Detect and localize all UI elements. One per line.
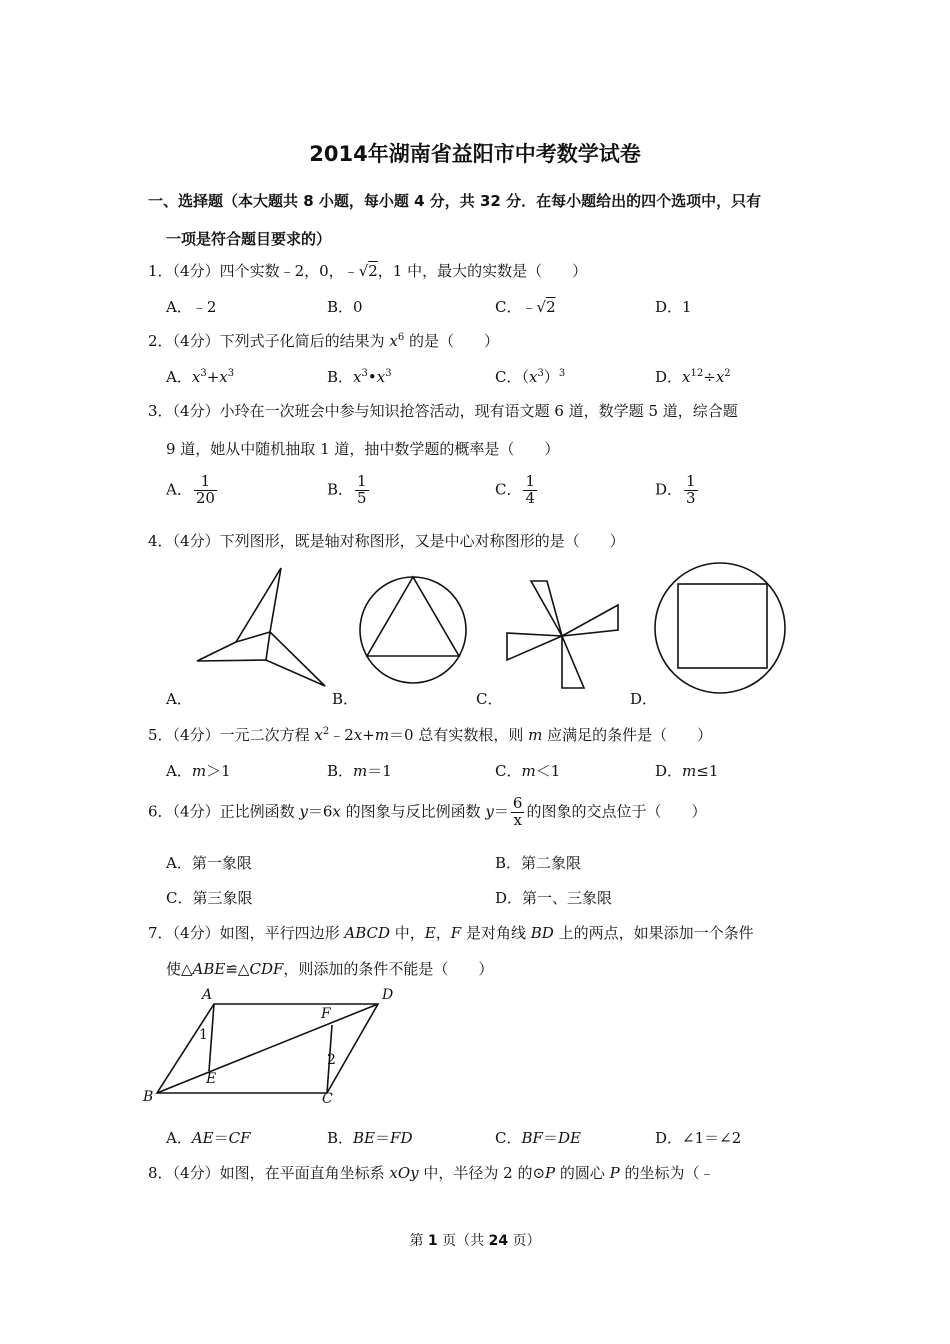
q7-label-d: D: [382, 987, 394, 1003]
q7-label-f: F: [321, 1006, 331, 1022]
q1-option-d[interactable]: D．1: [655, 298, 692, 316]
q5-option-b[interactable]: B．m＝1: [327, 762, 392, 780]
page-title: 2014年湖南省益阳市中考数学试卷: [309, 142, 641, 166]
question-2-stem: 2．（4分）下列式子化简后的结果为 $x^6$ 的是（ ）: [148, 332, 499, 350]
q4-option-d-label[interactable]: D．: [630, 690, 658, 708]
q7-label-a: A: [202, 987, 213, 1003]
q4-option-c-label[interactable]: C．: [476, 690, 503, 708]
page-footer: 第 1 页（共 24 页）: [409, 1233, 541, 1249]
q1-option-c[interactable]: C．﹣√2: [495, 298, 556, 316]
fraction: $\frac{1}{20}$: [195, 472, 215, 507]
question-4-stem: 4．（4分）下列图形，既是轴对称图形，又是中心对称图形的是（ ）: [148, 532, 625, 550]
q7-label-c: C: [322, 1091, 333, 1107]
fraction: $\frac{1}{4}$: [525, 472, 536, 507]
q6-option-c[interactable]: C．第三象限: [166, 889, 253, 907]
q6-option-a[interactable]: A．第一象限: [166, 854, 252, 872]
question-7-stem-line2: 使△ABE≌△CDF，则添加的条件不能是（ ）: [166, 960, 494, 978]
q1-option-a[interactable]: A．﹣2: [166, 298, 217, 316]
sqrt-symbol: √: [358, 262, 369, 280]
q6-option-d[interactable]: D．第一、三象限: [495, 889, 613, 907]
question-5-stem: 5．（4分）一元二次方程 $x^2﹣2x+m=0$ 总有实数根，则 m 应满足的条件是（ ）: [148, 726, 713, 744]
question-1-stem: 1．（4分）四个实数﹣2，0，﹣√2，1 中，最大的实数是（ ）: [148, 262, 588, 280]
q2-option-b[interactable]: B．$x^3•x^3$: [327, 368, 392, 386]
q7-option-d[interactable]: D．∠1＝∠2: [655, 1129, 742, 1147]
q2-option-a[interactable]: A．$x^3+x^3$: [166, 368, 235, 386]
q2-option-c[interactable]: C．$(x^3)^3$: [495, 368, 566, 386]
question-6-stem: 6．（4分）正比例函数 y＝6x 的图象与反比例函数 y＝ $\frac{6}{x}$ 的图象的交点位于（ ）: [148, 794, 707, 829]
section-header-line1: 一、选择题（本大题共 8 小题，每小题 4 分，共 32 分．在每小题给出的四个选项中，只有: [148, 192, 762, 210]
q7-angle-1: 1: [199, 1027, 208, 1043]
question-3-stem-line2: 9 道，她从中随机抽取 1 道，抽中数学题的概率是（ ）: [166, 440, 560, 458]
fraction: $\frac{6}{x}$: [512, 794, 523, 829]
question-3-stem-line1: 3．（4分）小玲在一次班会中参与知识抢答活动，现有语文题 6 道，数学题 5 道，综合题: [148, 402, 738, 420]
q1-option-b[interactable]: B．0: [327, 298, 363, 316]
q7-label-b: B: [143, 1089, 154, 1105]
q3-option-a[interactable]: A． $\frac{1}{20}$: [166, 472, 215, 507]
q3-option-c[interactable]: C． $\frac{1}{4}$: [495, 472, 536, 507]
q5-option-d[interactable]: D．m≤1: [655, 762, 719, 780]
q4-option-b-label[interactable]: B．: [332, 690, 359, 708]
q3-option-b[interactable]: B． $\frac{1}{5}$: [327, 472, 367, 507]
q7-option-b[interactable]: B．BE＝FD: [327, 1129, 413, 1147]
q5-option-c[interactable]: C．m＜1: [495, 762, 561, 780]
q7-option-c[interactable]: C．BF＝DE: [495, 1129, 581, 1147]
q7-option-a[interactable]: A．AE＝CF: [166, 1129, 251, 1147]
q4-option-a-label[interactable]: A．: [166, 690, 192, 708]
q6-option-b[interactable]: B．第二象限: [495, 854, 582, 872]
segment-ae: [209, 1004, 214, 1071]
question-8-stem: 8．（4分）如图，在平面直角坐标系 xOy 中，半径为 2 的⊙P 的圆心 P 的坐标为（﹣: [148, 1164, 715, 1182]
q5-option-a[interactable]: A．m＞1: [166, 762, 231, 780]
question-7-stem-line1: 7．（4分）如图，平行四边形 ABCD 中，E，F 是对角线 BD 上的两点，如果添加一个条件: [148, 924, 754, 942]
section-header-line2: 一项是符合题目要求的）: [166, 230, 332, 248]
q3-option-d[interactable]: D． $\frac{1}{3}$: [655, 472, 696, 507]
fraction: $\frac{1}{3}$: [686, 472, 696, 507]
fraction: $\frac{1}{5}$: [357, 472, 367, 507]
diagonal-bd: [157, 1004, 378, 1093]
q7-label-e: E: [206, 1071, 217, 1087]
q7-angle-2: 2: [327, 1052, 336, 1068]
q2-option-d[interactable]: D．$x^{12}\div x^2$: [655, 368, 731, 386]
